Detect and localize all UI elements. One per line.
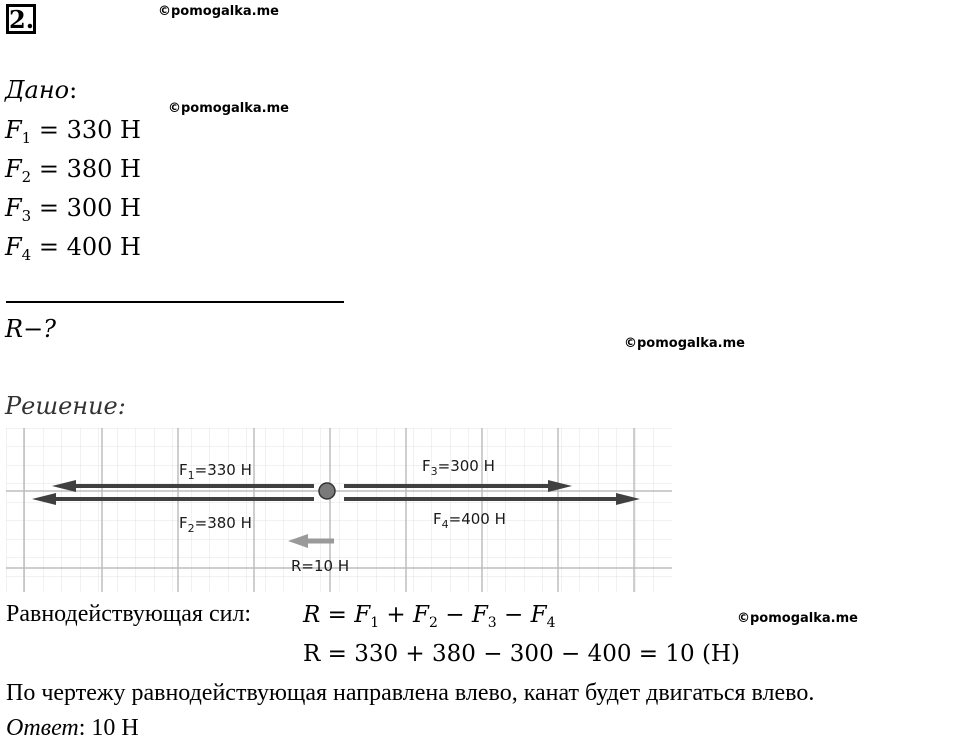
problem-number: 2. bbox=[6, 4, 36, 34]
label-f1: $F_1=330$ Н bbox=[179, 461, 252, 482]
conclusion-text: По чертежу равнодействующая направлена влево, канат будет двигаться влево. bbox=[6, 680, 815, 706]
application-point bbox=[319, 483, 335, 499]
given-f3-value: = 300 Н bbox=[38, 194, 141, 222]
given-title-colon: : bbox=[69, 76, 78, 104]
given-f2-symbol: F bbox=[5, 155, 22, 183]
answer-value: : 10 Н bbox=[78, 715, 139, 741]
formula-minus1: − bbox=[437, 602, 472, 628]
given-f1-symbol: F bbox=[5, 116, 22, 144]
given-f3-sub: 3 bbox=[21, 207, 32, 225]
formula-s3: 3 bbox=[487, 615, 497, 631]
given-f4-value: = 400 Н bbox=[38, 233, 141, 261]
given-f2-value: = 380 Н bbox=[38, 155, 141, 183]
given-f1-sub: 1 bbox=[21, 129, 32, 147]
formula-s2: 2 bbox=[429, 615, 438, 631]
force-diagram bbox=[6, 428, 672, 596]
label-f2: $F_2=380$ Н bbox=[179, 514, 252, 535]
formula-minus2: − bbox=[496, 602, 531, 628]
solution-title: Решение: bbox=[5, 392, 126, 420]
label-resultant: R=10 Н bbox=[291, 557, 350, 575]
watermark: ©pomogalka.me bbox=[168, 101, 289, 116]
given-f4 bbox=[5, 233, 141, 264]
given-f1 bbox=[5, 116, 141, 147]
given-f2 bbox=[5, 155, 141, 186]
given-divider bbox=[6, 301, 344, 303]
given-title bbox=[5, 76, 77, 104]
resultant-label: Равнодействующая сил: bbox=[6, 601, 252, 627]
answer-line bbox=[6, 715, 139, 742]
find-label: R−? bbox=[5, 315, 57, 343]
calculation-line: R = 330 + 380 − 300 − 400 = 10 (Н) bbox=[303, 641, 740, 667]
resultant-formula bbox=[303, 602, 556, 631]
formula-f1: F bbox=[354, 602, 371, 628]
force-diagram-svg bbox=[6, 428, 672, 592]
given-title-text: Дано bbox=[5, 76, 70, 104]
formula-f3: F bbox=[471, 602, 488, 628]
answer-label: Ответ bbox=[6, 715, 79, 741]
given-f3 bbox=[5, 194, 141, 225]
formula-r: R bbox=[303, 602, 321, 628]
label-f4: $F_4=400$ Н bbox=[433, 510, 506, 531]
watermark: ©pomogalka.me bbox=[158, 4, 279, 19]
watermark: ©pomogalka.me bbox=[737, 611, 858, 626]
formula-f4: F bbox=[530, 602, 547, 628]
given-f3-symbol: F bbox=[5, 194, 22, 222]
given-f2-sub: 2 bbox=[21, 168, 32, 186]
formula-f2: F bbox=[413, 602, 429, 628]
given-f4-sub: 4 bbox=[21, 246, 32, 264]
formula-s4: 4 bbox=[546, 615, 556, 631]
given-f1-value: = 330 Н bbox=[38, 116, 141, 144]
label-f3: $F_3=300$ Н bbox=[422, 457, 495, 478]
watermark: ©pomogalka.me bbox=[624, 336, 745, 351]
formula-eq: = bbox=[320, 602, 355, 628]
given-f4-symbol: F bbox=[5, 233, 22, 261]
formula-plus: + bbox=[379, 602, 414, 628]
formula-s1: 1 bbox=[370, 615, 380, 631]
